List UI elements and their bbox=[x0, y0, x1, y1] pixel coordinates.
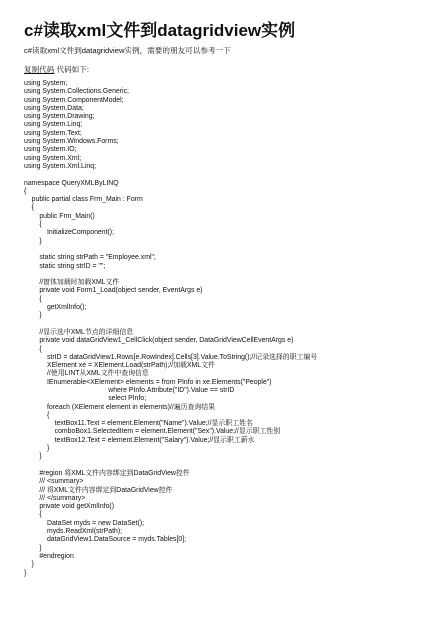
code-line: textBox11.Text = element.Element("Name").Value;//显示职工姓名 bbox=[24, 420, 253, 428]
code-line: using System.Windows.Forms; bbox=[24, 138, 119, 146]
code-line: using System.Drawing; bbox=[24, 113, 95, 121]
code-line: { bbox=[24, 411, 50, 419]
code-line: IEnumerable<XElement> elements = from PInfo in xe.Elements("People") bbox=[24, 378, 272, 386]
code-line: getXmlInfo(); bbox=[24, 304, 87, 312]
code-line: using System.ComponentModel; bbox=[24, 96, 124, 104]
code-line: } bbox=[24, 445, 50, 453]
code-line: using System.IO; bbox=[24, 146, 77, 154]
code-line: DataSet myds = new DataSet(); bbox=[24, 519, 145, 527]
page-title: c#读取xml文件到datagridview实例 bbox=[24, 21, 296, 40]
code-line: comboBox1.SelectedItem = element.Element("Sex").Value;//显示职工性别 bbox=[24, 428, 281, 436]
code-line: foreach (XElement element in elements)//遍历查询结果 bbox=[24, 403, 216, 411]
code-line: //使用LINT从XML文件中查询信息 bbox=[24, 370, 149, 378]
code-line: select PInfo; bbox=[24, 395, 147, 403]
code-line: /// <summary> bbox=[24, 478, 84, 486]
code-line: { bbox=[24, 345, 42, 353]
code-line: /// 将XML文件内容绑定到DataGridView控件 bbox=[24, 486, 173, 494]
code-line: private void Form1_Load(object sender, EventArgs e) bbox=[24, 287, 203, 295]
code-line: { bbox=[24, 187, 27, 195]
code-line: } bbox=[24, 237, 42, 245]
code-line: dataGridView1.DataSource = myds.Tables[0]; bbox=[24, 536, 187, 544]
code-line: using System.Linq; bbox=[24, 121, 83, 129]
code-line: { bbox=[24, 221, 42, 229]
code-line: using System.Xml; bbox=[24, 154, 82, 162]
copy-code-line bbox=[24, 64, 89, 75]
code-line: //显示选中XML节点的详细信息 bbox=[24, 328, 134, 336]
code-line: //窗体加载时加载XML文件 bbox=[24, 279, 120, 287]
code-line: XElement xe = XElement.Load(strPath);//加载XML文件 bbox=[24, 362, 215, 370]
code-line: } bbox=[24, 544, 42, 552]
code-line: private void dataGridView1_CellClick(object sender, DataGridViewCellEventArgs e) bbox=[24, 337, 294, 345]
code-line: } bbox=[24, 312, 42, 320]
code-line: using System.Data; bbox=[24, 104, 84, 112]
code-line: static string strPath = "Employee.xml"; bbox=[24, 254, 156, 262]
code-line: using System.Text; bbox=[24, 129, 82, 137]
code-line: strID = dataGridView1.Rows[e.RowIndex].Cells[3].Value.ToString();//记录选择的职工编号 bbox=[24, 353, 318, 361]
code-line: public partial class Frm_Main : Form bbox=[24, 196, 143, 204]
code-line: /// </summary> bbox=[24, 494, 86, 502]
code-line: #endregion bbox=[24, 552, 74, 560]
code-line: textBox12.Text = element.Element("Salary").Value;//显示职工薪水 bbox=[24, 436, 255, 444]
code-line: { bbox=[24, 511, 42, 519]
code-block bbox=[24, 80, 317, 578]
code-line: { bbox=[24, 295, 42, 303]
code-line: InitializeComponent(); bbox=[24, 229, 114, 237]
code-line: using System; bbox=[24, 80, 68, 87]
code-line: } bbox=[24, 453, 42, 461]
code-line: #region 将XML文件内容绑定到DataGridView控件 bbox=[24, 469, 190, 477]
copy-code-suffix: 代码如下: bbox=[54, 65, 89, 74]
code-line: } bbox=[24, 569, 27, 577]
code-line: public Frm_Main() bbox=[24, 212, 95, 220]
code-line: using System.Collections.Generic; bbox=[24, 88, 129, 96]
code-line: { bbox=[24, 204, 34, 212]
code-line: namespace QueryXMLByLINQ bbox=[24, 179, 119, 187]
code-line: myds.ReadXml(strPath); bbox=[24, 528, 123, 536]
code-line: } bbox=[24, 561, 34, 569]
code-line: static string strID = ""; bbox=[24, 262, 106, 270]
code-line: private void getXmlInfo() bbox=[24, 503, 114, 511]
code-line: using System.Xml.Linq; bbox=[24, 162, 96, 170]
intro-text: c#读取xml文件到datagridview实例，需要的朋友可以参考一下 bbox=[24, 46, 231, 55]
code-line: where PInfo.Attribute("ID").Value == strID bbox=[24, 386, 235, 394]
copy-code-link[interactable]: 复制代码 bbox=[24, 65, 55, 74]
